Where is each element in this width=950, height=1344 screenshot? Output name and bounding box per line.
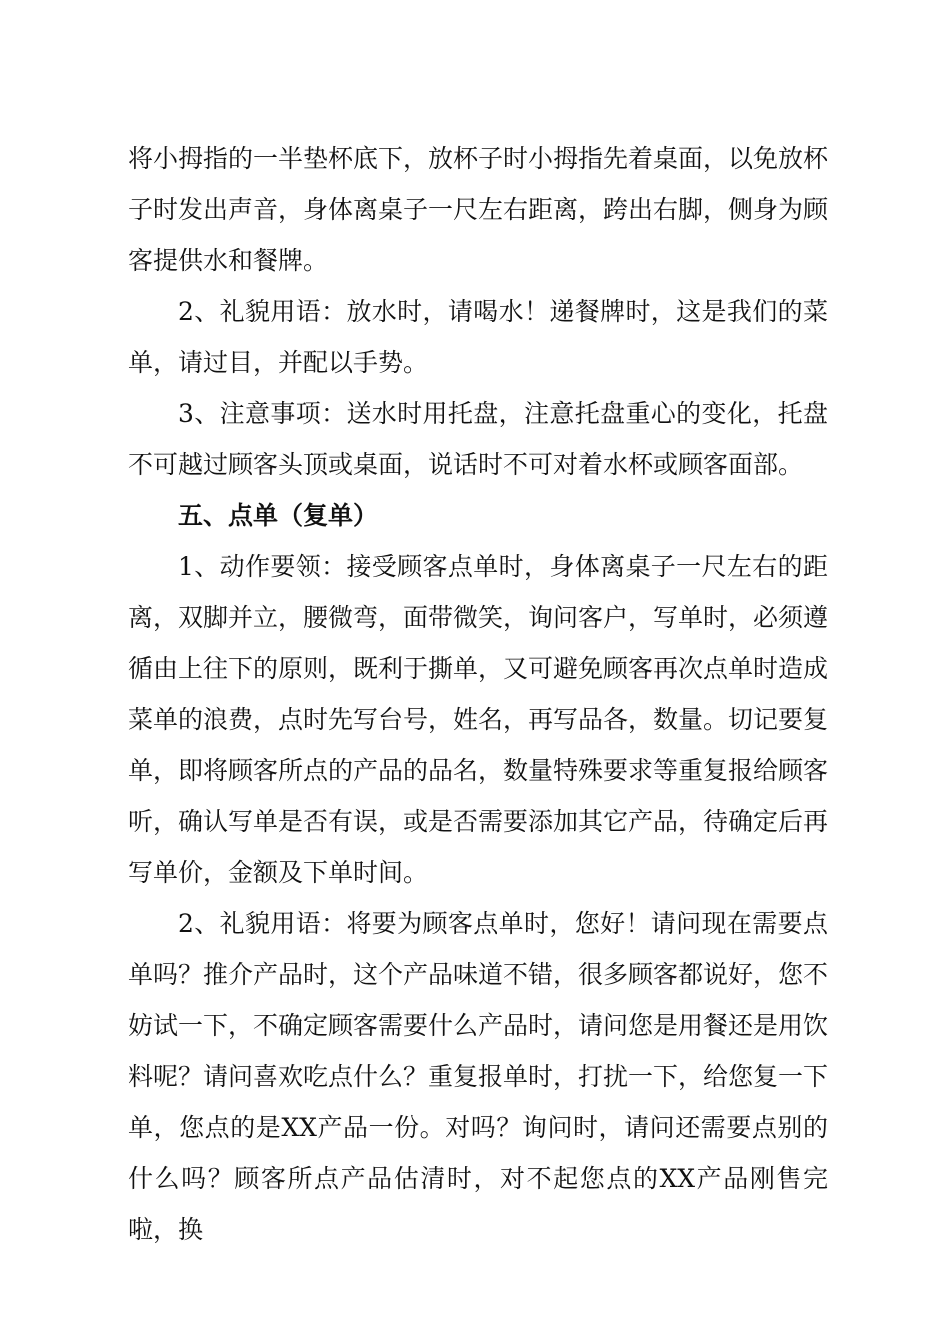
document-body <box>128 133 828 1255</box>
paragraph-ordering-polite-phrases: 2、礼貌用语：将要为顾客点单时，您好！请问现在需要点单吗？推介产品时，这个产品味道不错，很多顾客都说好，您不妨试一下，不确定顾客需要什么产品时，请问您是用餐还是用饮料呢？请问喜欢吃点什么？重复报单时，打扰一下，给您复一下单，您点的是XX产品一份。对吗？询问时，请问还需要点别的什么吗？顾客所点产品估清时，对不起您点的XX产品刚售完啦，换 <box>128 909 829 1244</box>
paragraph-ordering-essentials: 1、动作要领：接受顾客点单时，身体离桌子一尺左右的距离，双脚并立，腰微弯，面带微笑，询问客户，写单时，必须遵循由上往下的原则，既利于撕单，又可避免顾客再次点单时造成菜单的浪费，点时先写台号，姓名，再写品各，数量。切记要复单，即将顾客所点的产品的品名，数量特殊要求等重复报给顾客听，确认写单是否有误，或是否需要添加其它产品，待确定后再写单价，金额及下单时间。 <box>128 552 829 887</box>
paragraph-precautions: 3、注意事项：送水时用托盘，注意托盘重心的变化，托盘不可越过顾客头顶或桌面，说话时不可对着水杯或顾客面部。 <box>128 399 828 479</box>
paragraph-polite-phrases-water: 2、礼貌用语：放水时，请喝水！递餐牌时，这是我们的菜单，请过目，并配以手势。 <box>128 297 828 377</box>
section-heading-ordering: 五、点单（复单） <box>178 501 379 530</box>
paragraph-continuation: 将小拇指的一半垫杯底下，放杯子时小拇指先着桌面，以免放杯子时发出声音，身体离桌子一尺左右距离，跨出右脚，侧身为顾客提供水和餐牌。 <box>128 144 829 275</box>
